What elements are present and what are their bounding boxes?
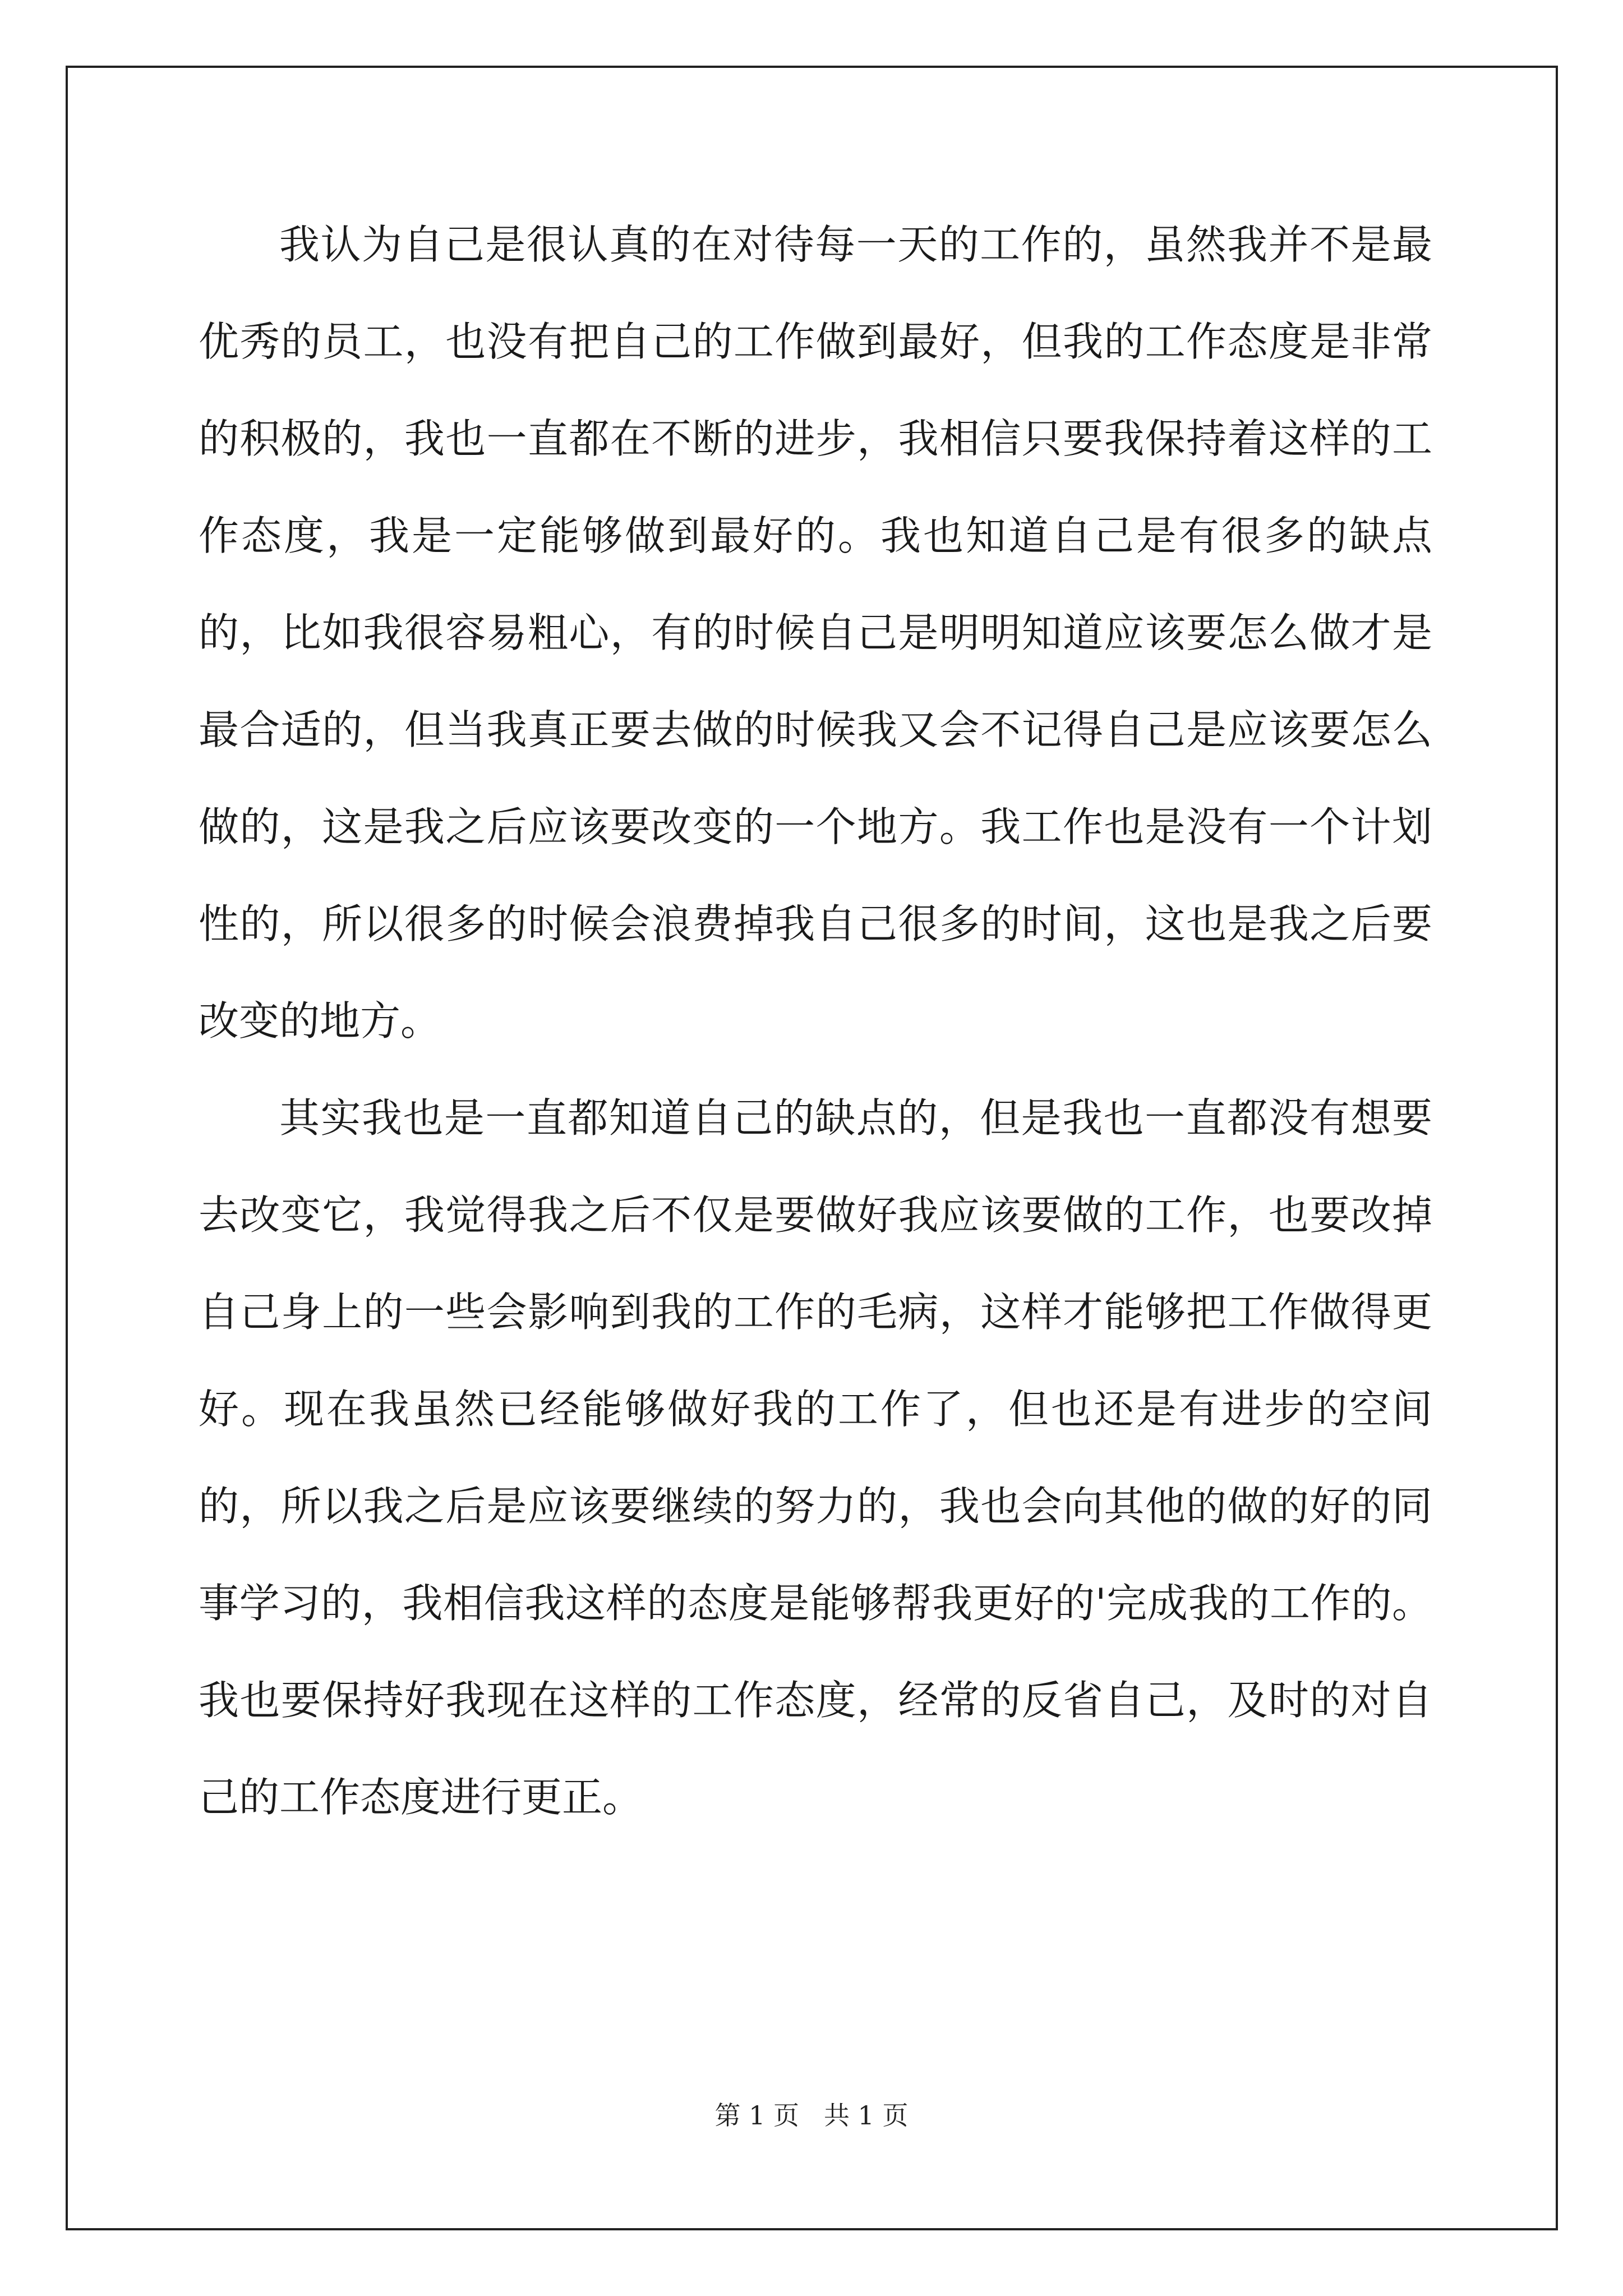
document-body: [199, 196, 1432, 1846]
page-number: 第 1 页: [714, 2100, 800, 2131]
paragraph-2: 其实我也是一直都知道自己的缺点的，但是我也一直都没有想要去改变它，我觉得我之后不仅是要做好我应该要做的工作，也要改掉自己身上的一些会影响到我的工作的毛病，这样才能够把工作做得更好。现在我虽然已经能够做好我的工作了，但也还是有进步的空间的，所以我之后是应该要继续的努力的，我也会向其他的做的好的同事学习的，我相信我这样的态度是能够帮我更好的'完成我的工作的。我也要保持好我现在这样的工作态度，经常的反省自己，及时的对自己的工作态度进行更正。: [199, 1094, 1432, 1821]
paragraph-1: 我认为自己是很认真的在对待每一天的工作的，虽然我并不是最优秀的员工，也没有把自己的工作做到最好，但我的工作态度是非常的积极的，我也一直都在不断的进步，我相信只要我保持着这样的工作态度，我是一定能够做到最好的。我也知道自己是有很多的缺点的，比如我很容易粗心，有的时候自己是明明知道应该要怎么做才是最合适的，但当我真正要去做的时候我又会不记得自己是应该要怎么做的，这是我之后应该要改变的一个地方。我工作也是没有一个计划性的，所以很多的时候会浪费掉我自己很多的时间，这也是我之后要改变的地方。: [199, 221, 1432, 1045]
page-total: 共 1 页: [823, 2100, 909, 2131]
page-footer: [0, 2095, 1623, 2132]
